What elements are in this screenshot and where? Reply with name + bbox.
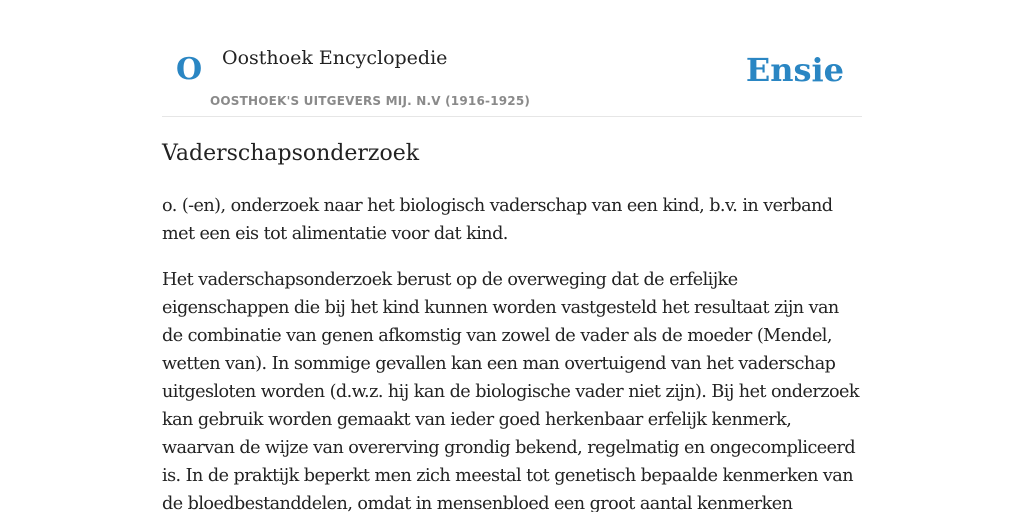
entry-definition: o. (-en), onderzoek naar het biologisch vaderschap van een kind, b.v. in verband met een eis tot alimentatie voor dat kind. bbox=[162, 196, 833, 244]
entry-body-paragraph: Het vaderschapsonderzoek berust op de overweging dat de erfelijke eigenschappen die bij het kind kunnen worden vastgesteld het resultaat zijn van de combinatie van genen afkomstig van zowel de vader als de moeder (Mendel, wetten van). In sommige gevallen kan een man overtuigend van het vaderschap uitgesloten worden (d.w.z. hij kan de biologische vader niet zijn). Bij het onderzoek kan gebruik worden gemaakt van ieder goed herkenbaar erfelijk kenmerk, waarvan de wijze van overerving grondig bekend, regelmatig en ongecompliceerd is. In de praktijk beperkt men zich meestal tot genetisch bepaalde kenmerken van de bloedbestanddelen, omdat in mensenbloed een groot aantal kenmerken bbox=[162, 270, 859, 512]
ensie-logo-link[interactable]: Ensie bbox=[745, 51, 844, 89]
entry-title: Vaderschapsonderzoek bbox=[162, 141, 420, 166]
source-logo[interactable]: O bbox=[176, 52, 203, 87]
source-publisher: OOSTHOEK'S UITGEVERS MIJ. N.V (1916-1925) bbox=[210, 94, 531, 108]
source-header bbox=[162, 0, 862, 117]
source-title[interactable]: Oosthoek Encyclopedie bbox=[222, 47, 448, 69]
entry-content bbox=[162, 136, 864, 512]
